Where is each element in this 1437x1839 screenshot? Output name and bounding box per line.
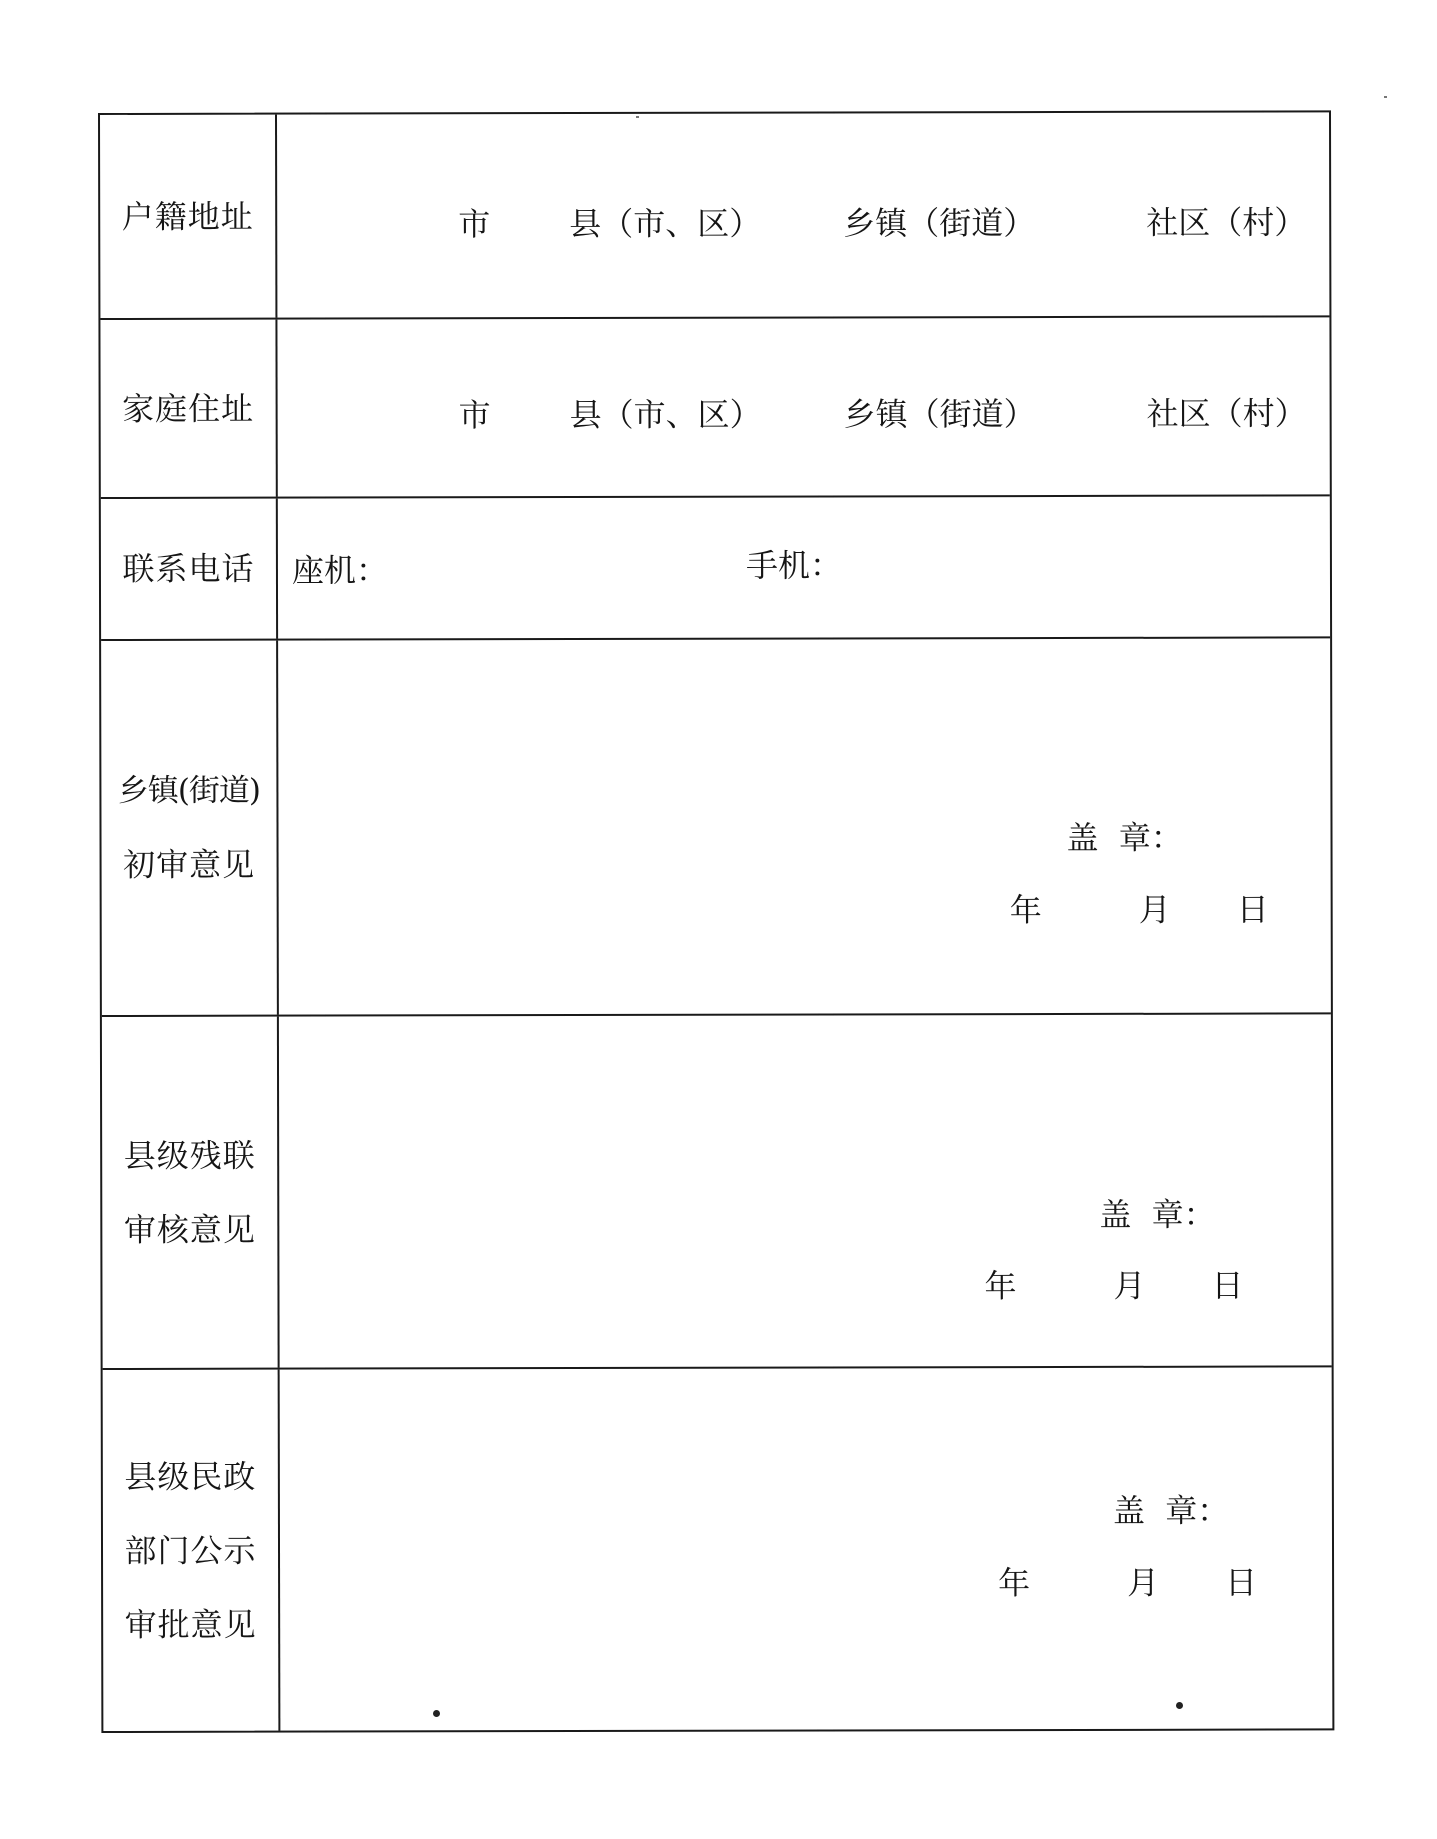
scan-speck: [1176, 1702, 1183, 1709]
community-unit: 社区（村）: [1146, 394, 1307, 433]
county-unit: 县（市、区）: [569, 395, 762, 435]
town-review-opinion-area[interactable]: [278, 638, 1331, 1014]
county-civil-affairs-opinion-area[interactable]: [280, 1367, 1333, 1730]
phone-label: 联系电话: [122, 549, 255, 588]
scan-speck: [1384, 96, 1387, 98]
county-dpf-review-row: [102, 1014, 1332, 1370]
county-dpf-review-opinion-area[interactable]: [279, 1014, 1332, 1367]
month-label: 月: [1127, 1563, 1160, 1602]
county-civil-affairs-label-line-3: 审批意见: [124, 1605, 257, 1644]
year-label: 年: [998, 1564, 1031, 1603]
phone-label-cell: [101, 499, 278, 639]
month-label: 月: [1138, 890, 1171, 929]
seal-label: 盖 章：: [1099, 1195, 1216, 1234]
county-dpf-review-label-cell: [102, 1017, 280, 1368]
mobile-label: 手机：: [745, 546, 843, 585]
year-label: 年: [984, 1267, 1017, 1306]
town-unit: 乡镇（街道）: [843, 204, 1036, 243]
day-label: 日: [1225, 1563, 1258, 1602]
home-address-row: [100, 317, 1329, 499]
home-address-field[interactable]: [277, 317, 1329, 496]
phone-row: [101, 496, 1330, 641]
county-dpf-review-label-line-2: 审核意见: [123, 1210, 256, 1249]
county-civil-affairs-label-line-2: 部门公示: [124, 1531, 257, 1570]
month-label: 月: [1113, 1266, 1146, 1305]
city-unit: 市: [458, 205, 491, 244]
application-form-table: [98, 110, 1334, 1733]
city-unit: 市: [458, 396, 491, 435]
home-address-label: 家庭住址: [122, 389, 255, 428]
county-civil-affairs-label-line-1: 县级民政: [124, 1457, 257, 1496]
town-review-row: [101, 638, 1331, 1017]
county-civil-affairs-row: [103, 1367, 1333, 1731]
county-unit: 县（市、区）: [569, 204, 762, 244]
town-unit: 乡镇（街道）: [843, 395, 1036, 434]
household-address-label-cell: [100, 115, 277, 318]
county-dpf-review-label-line-1: 县级残联: [123, 1136, 256, 1175]
town-review-label-line-2: 初审意见: [123, 845, 256, 884]
scan-speck: [433, 1710, 440, 1717]
landline-label: 座机：: [291, 551, 389, 590]
household-address-field[interactable]: [277, 112, 1329, 317]
mobile-input-area[interactable]: [823, 536, 1303, 597]
household-address-label: 户籍地址: [121, 197, 254, 236]
town-review-label-cell: [101, 641, 279, 1015]
scan-speck: [636, 116, 639, 118]
town-review-label-line-1: 乡镇(街道): [117, 772, 261, 809]
year-label: 年: [1009, 891, 1042, 930]
home-address-label-cell: [100, 320, 277, 497]
phone-field: [278, 496, 1330, 638]
seal-label: 盖 章：: [1066, 818, 1183, 857]
day-label: 日: [1211, 1266, 1244, 1305]
seal-label: 盖 章：: [1112, 1491, 1230, 1530]
landline-input-area[interactable]: [368, 538, 698, 599]
county-civil-affairs-label-cell: [103, 1370, 281, 1731]
household-address-row: [100, 112, 1329, 320]
day-label: 日: [1236, 890, 1269, 929]
community-unit: 社区（村）: [1146, 203, 1307, 242]
